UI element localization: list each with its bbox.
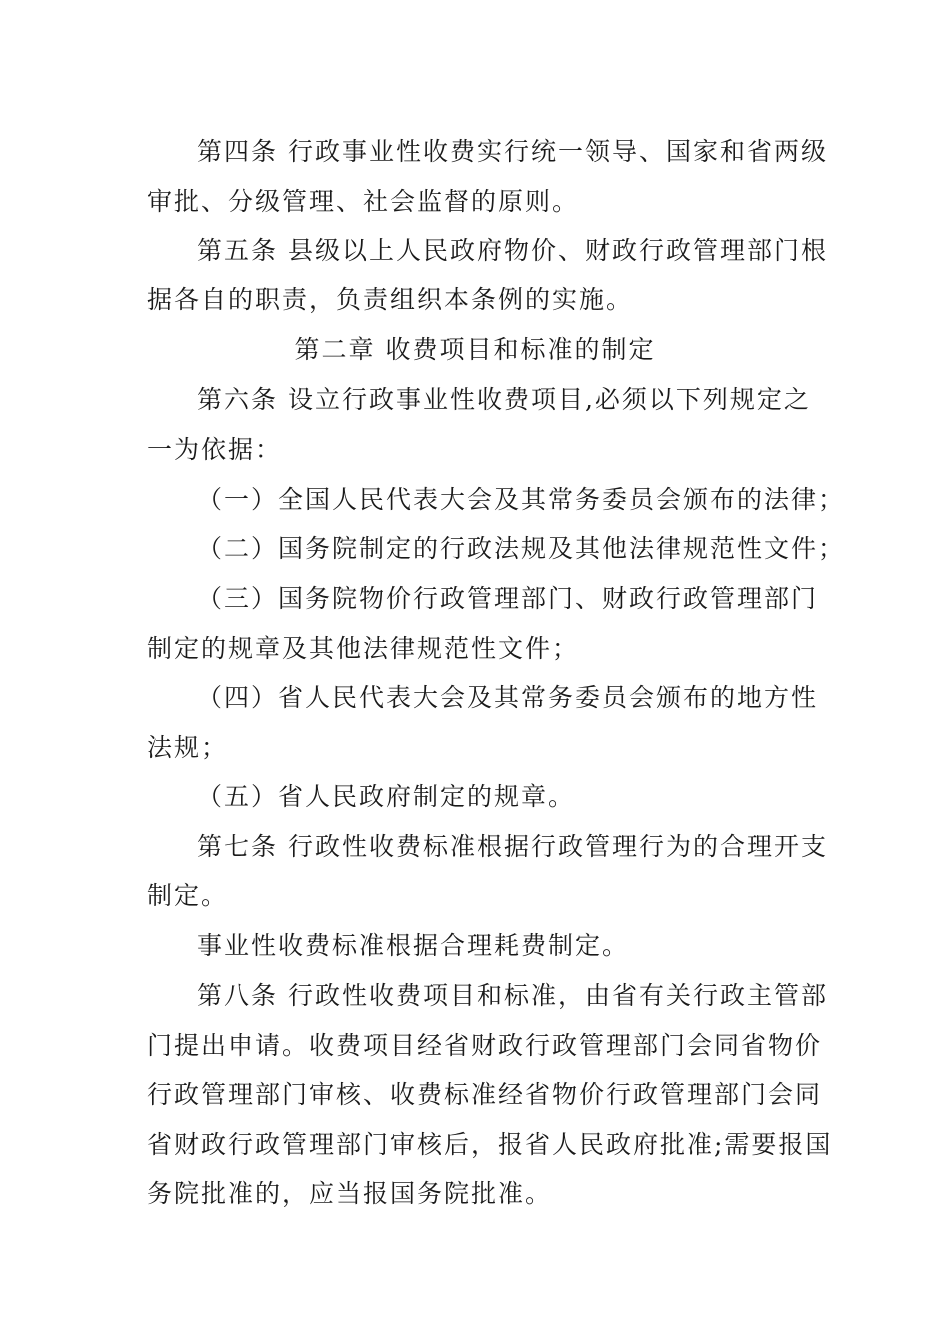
article-4-line-1: 第四条 行政事业性收费实行统一领导、国家和省两级 — [197, 137, 828, 166]
article-7-line-2: 制定。 — [147, 881, 229, 910]
article-8-line-1: 第八条 行政性收费项目和标准，由省有关行政主管部 — [197, 981, 828, 1010]
chapter-2-heading: 第二章 收费项目和标准的制定 — [294, 335, 656, 364]
article-6-item-4-line-1: （四）省人民代表大会及其常务委员会颁布的地方性 — [197, 683, 819, 712]
article-8-line-4: 省财政行政管理部门审核后，报省人民政府批准;需要报国 — [147, 1130, 833, 1159]
article-8-line-2: 门提出申请。收费项目经省财政行政管理部门会同省物价 — [147, 1031, 823, 1060]
article-6-line-2: 一为依据： — [147, 435, 283, 464]
article-6-item-3-line-2: 制定的规章及其他法律规范性文件； — [147, 634, 580, 663]
article-6-item-1: （一）全国人民代表大会及其常务委员会颁布的法律； — [197, 485, 846, 514]
article-8-line-3: 行政管理部门审核、收费标准经省物价行政管理部门会同 — [147, 1080, 823, 1109]
article-5-line-2: 据各自的职责，负责组织本条例的实施。 — [147, 285, 634, 314]
article-6-item-2: （二）国务院制定的行政法规及其他法律规范性文件； — [197, 534, 846, 563]
article-6-item-5: （五）省人民政府制定的规章。 — [197, 782, 576, 811]
article-7-paragraph-2: 事业性收费标准根据合理耗费制定。 — [197, 931, 630, 960]
article-5-line-1: 第五条 县级以上人民政府物价、财政行政管理部门根 — [197, 236, 828, 265]
article-6-item-4-line-2: 法规； — [147, 733, 229, 762]
article-8-line-5: 务院批准的，应当报国务院批准。 — [147, 1179, 553, 1208]
article-6-item-3-line-1: （三）国务院物价行政管理部门、财政行政管理部门 — [197, 584, 819, 613]
article-7-line-1: 第七条 行政性收费标准根据行政管理行为的合理开支 — [197, 832, 828, 861]
article-6-line-1: 第六条 设立行政事业性收费项目,必须以下列规定之 — [197, 385, 811, 414]
article-4-line-2: 审批、分级管理、社会监督的原则。 — [147, 187, 580, 216]
